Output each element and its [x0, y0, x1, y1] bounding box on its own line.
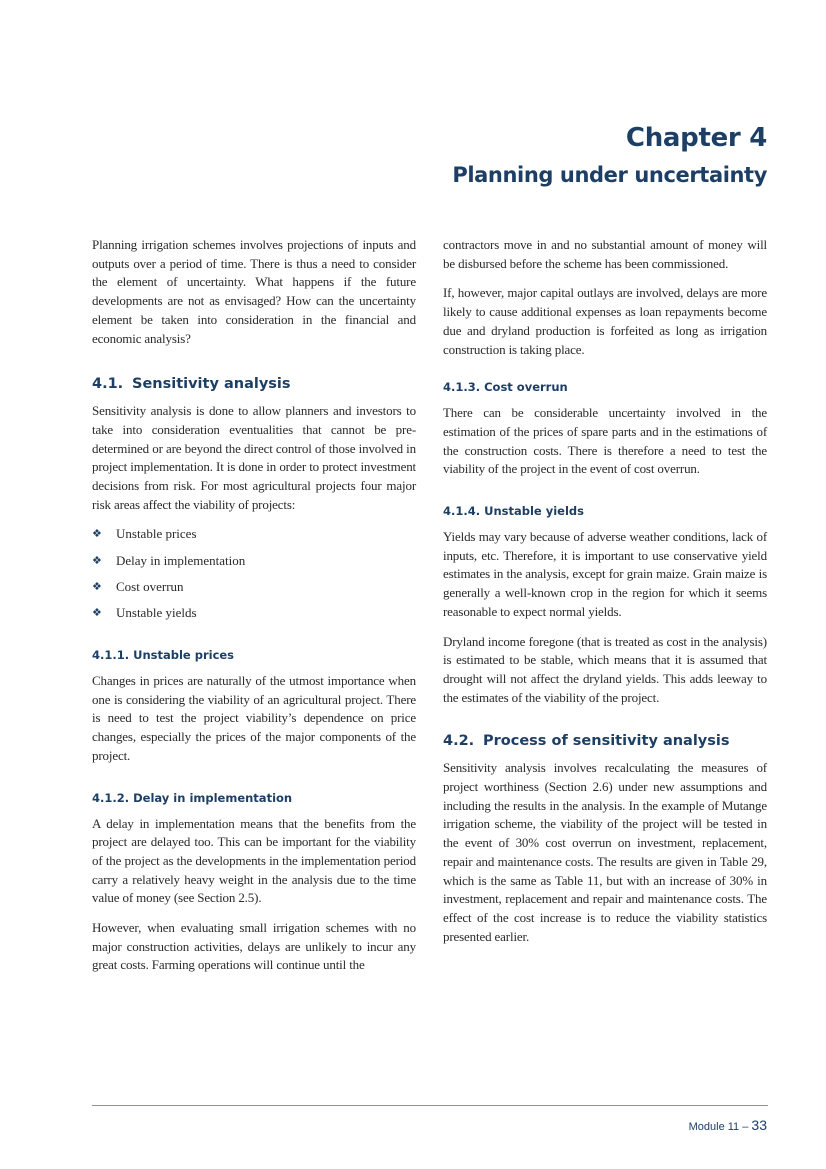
diamond-bullet-icon: ❖ [92, 580, 102, 594]
paragraph: There can be considerable uncertainty involved in the estimation of the prices of spare parts and in the estimations of the construction costs. There is therefore a need to test the viability of the project in the event of cost overrun. [443, 405, 767, 477]
paragraph: Changes in prices are naturally of the utmost importance when one is considering the viability of an agricultural project. There is need to test the project viability’s dependence on price changes, especially the prices of the major components of the project. [92, 673, 416, 763]
section-number: 4.1. [92, 376, 124, 393]
subsection-heading-4-1-4: 4.1.4. Unstable yields [443, 504, 584, 519]
list-item [92, 525, 416, 544]
paragraph: Dryland income foregone (that is treated as cost in the analysis) is estimated to be stable, which means that it is assumed that drought will not affect the dryland yields. This adds leeway to the estimates of the viability of the project. [443, 633, 767, 705]
diamond-bullet-icon: ❖ [92, 553, 102, 567]
intro-paragraph: Planning irrigation schemes involves projections of inputs and outputs over a period of time. There is thus a need to consider the element of uncertainty. What happens if the future developments are not as envisaged? How can the uncertainty element be taken into consideration in the financial and economic analysis? [92, 237, 416, 346]
list-item-label: Cost overrun [116, 579, 184, 595]
section-number: 4.2. [443, 733, 475, 750]
paragraph: Sensitivity analysis is done to allow planners and investors to take into consideration eventualities that cannot be pre-determined or are beyond the direct control of those involved in project implementation. It is done in order to protect investment decisions from risk. For most agricultural projects four major risk areas affect the viability of projects: [92, 403, 416, 512]
paragraph: However, when evaluating small irrigation schemes with no major construction activities, delays are unlikely to incur any great costs. Farming operations will continue until the [92, 920, 416, 973]
left-column [92, 236, 416, 986]
subsection-heading-4-1-3: 4.1.3. Cost overrun [443, 380, 568, 395]
diamond-bullet-icon: ❖ [92, 527, 102, 541]
section-heading-4-2 [443, 731, 767, 751]
subsection-heading-4-1-1: 4.1.1. Unstable prices [92, 648, 235, 663]
list-item-label: Unstable prices [116, 526, 197, 542]
paragraph: Yields may vary because of adverse weather conditions, lack of inputs, etc. Therefore, it is important to use conservative yield estimates in the analysis, except for grain maize. Grain maize is generally a well-known crop in the region for which it seems reasonable to expect normal yields. [443, 529, 767, 619]
paragraph: If, however, major capital outlays are involved, delays are more likely to cause additional expenses as loan repayments become due and dryland production is forfeited as long as irrigation construction is taking place. [443, 285, 767, 357]
list-item-label: Delay in implementation [116, 552, 246, 568]
list-item [92, 578, 416, 597]
list-item-label: Unstable yields [116, 605, 197, 621]
footer-divider [92, 1105, 768, 1106]
module-label: Module 11 – [688, 1121, 752, 1133]
paragraph: A delay in implementation means that the benefits from the project are delayed too. This can be important for the viability of the project as the developments in the implementation period carry a relatively heavy weight in the analysis due to the time value of money (see Section 2.5). [92, 815, 416, 906]
chapter-header [452, 122, 767, 190]
page-number: 33 [751, 1117, 767, 1133]
section-title: Process of sensitivity analysis [483, 733, 730, 750]
risk-areas-list [92, 525, 416, 623]
paragraph: Sensitivity analysis involves recalculating the measures of project worthiness (Section 2.6) under new assumptions and including the results in the analysis. In the example of Mutange irrigation scheme, the viability of the project will be tested in the event of 30% cost overrun on investment, replacement, repair and maintenance costs. The results are given in Table 29, which is the same as Table 11, but with an increase of 30% in investment, replacement and repair and maintenance costs. The effect of the cost increase is to reduce the viability statistics presented earlier. [443, 760, 767, 944]
page-footer [689, 1117, 767, 1135]
diamond-bullet-icon: ❖ [92, 606, 102, 620]
list-item [92, 604, 416, 623]
section-heading-4-1 [92, 374, 416, 394]
right-column [443, 236, 767, 957]
paragraph: contractors move in and no substantial amount of money will be disbursed before the scheme has been commissioned. [443, 237, 767, 271]
subsection-heading-4-1-2: 4.1.2. Delay in implementation [92, 790, 293, 805]
chapter-number: Chapter 4 [625, 123, 767, 153]
chapter-title: Planning under uncertainty [452, 163, 767, 187]
section-title: Sensitivity analysis [132, 376, 291, 393]
list-item [92, 552, 416, 571]
